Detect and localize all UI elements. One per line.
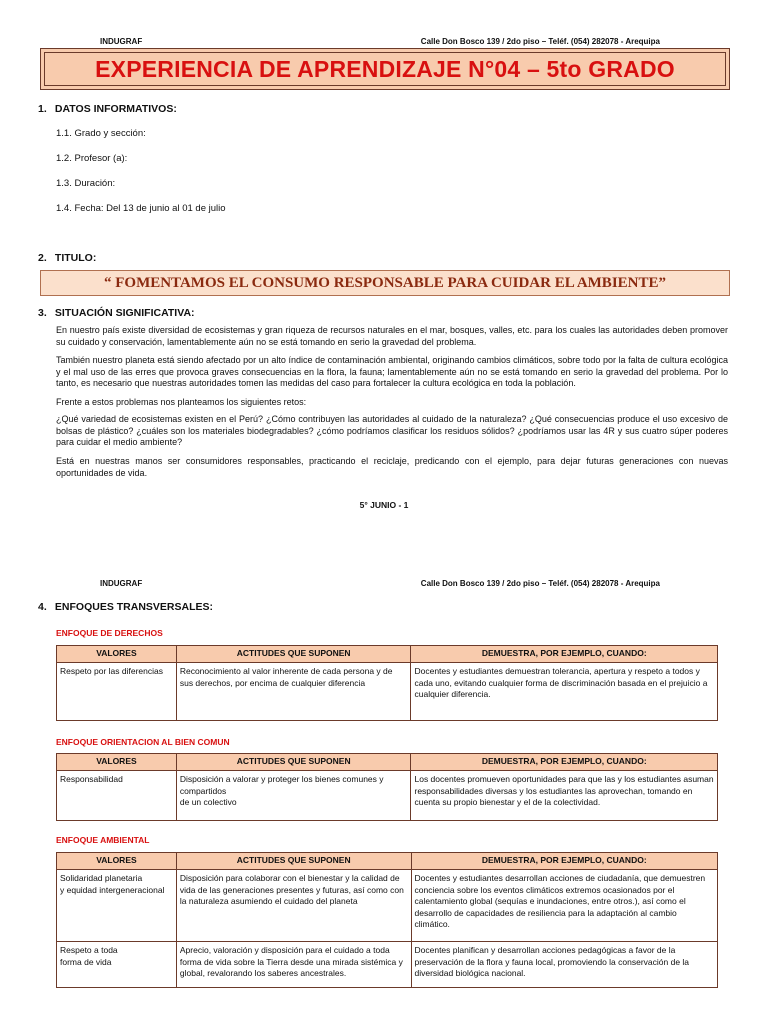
enfoque-ambiental-title: ENFOQUE AMBIENTAL <box>56 835 150 845</box>
situacion-paragraph-4: ¿Qué variedad de ecosistemas existen en el Perú? ¿Cómo contribuyen las autoridades al cuidado de la naturaleza? ¿Qué consecuencias produce el uso excesivo de bolsas de plástico? ¿cuáles son los materiales biodegradables? ¿cómo podríamos clasificar los residuos sólidos? ¿podríamos usar las 4R y sus cuatro súper poderes para cuidar el medio ambiente? <box>56 414 728 448</box>
header-company: INDUGRAF <box>100 37 143 46</box>
enfoque-bien-comun-table <box>56 753 718 821</box>
section-number: 1. <box>38 103 47 115</box>
section-title: ENFOQUES TRANSVERSALES: <box>54 601 214 613</box>
column-header: ACTITUDES QUE SUPONEN <box>176 853 411 870</box>
table-row <box>57 942 718 988</box>
cell-ejemplo: Docentes y estudiantes demuestran tolerancia, apertura y respeto a todos y cada uno, evitando cualquier forma de discriminación basada en el prejuicio a cualquier diferencia. <box>411 663 718 721</box>
title-box <box>40 48 730 90</box>
situacion-paragraph-2: También nuestro planeta está siendo afectado por un alto índice de contaminación ambiental, originando cambios climáticos, sobre todo por la falta de cultura ecológica y el mal uso de las erres que provoca graves consecuencias en la flora, la fauna; lamentablemente aún no se está tomando en serio la gravedad del problema. Por lo tanto, es necesario que nuestras autoridades tomen las medidas del caso para fortalecer la cultura ecológica en toda la población. <box>56 355 728 389</box>
section-number: 2. <box>38 252 47 264</box>
cell-ejemplo: Los docentes promueven oportunidades para que las y los estudiantes asuman responsabilidades diversas y los estudiantes las aprovechan, tomando en cuenta su propio bienestar y el de la colectividad. <box>411 771 718 821</box>
situacion-paragraph-1: En nuestro país existe diversidad de ecosistemas y gran riqueza de recursos naturales en el mar, bosques, valles, etc. para los cuales las autoridades deben promover su cuidado y conservación, lamentablemente aún no se está tomando en serio la gravedad del problema. <box>56 325 728 347</box>
column-header: VALORES <box>57 853 177 870</box>
table-header-row <box>57 754 718 771</box>
datos-item-grado: 1.1. Grado y sección: <box>56 128 146 139</box>
section-datos-heading <box>38 103 177 115</box>
titulo-box <box>40 270 730 296</box>
section-enfoques-heading <box>38 601 213 613</box>
section-title: DATOS INFORMATIVOS: <box>54 103 177 115</box>
column-header: DEMUESTRA, POR EJEMPLO, CUANDO: <box>411 646 718 663</box>
cell-ejemplo: Docentes planifican y desarrollan acciones pedagógicas a favor de la preservación de la flora y fauna local, promoviendo la conservación de la diversidad biológica nacional. <box>411 942 718 988</box>
cell-valor: Respeto por las diferencias <box>57 663 177 721</box>
section-title: SITUACIÓN SIGNIFICATIVA: <box>54 307 195 319</box>
column-header: DEMUESTRA, POR EJEMPLO, CUANDO: <box>411 754 718 771</box>
cell-valor: Solidaridad planetaria y equidad intergeneracional <box>57 870 177 942</box>
cell-valor: Respeto a toda forma de vida <box>57 942 177 988</box>
column-header: ACTITUDES QUE SUPONEN <box>176 646 411 663</box>
header-company: INDUGRAF <box>100 579 143 588</box>
page-header <box>100 579 660 588</box>
header-address: Calle Don Bosco 139 / 2do piso – Teléf. (054) 282078 - Arequipa <box>420 579 660 588</box>
cell-actitud: Reconocimiento al valor inherente de cada persona y de sus derechos, por encima de cualquier diferencia <box>176 663 411 721</box>
datos-item-profesor: 1.2. Profesor (a): <box>56 153 128 164</box>
enfoque-derechos-table <box>56 645 718 721</box>
datos-item-fecha: 1.4. Fecha: Del 13 de junio al 01 de julio <box>56 203 226 214</box>
section-titulo-heading <box>38 252 96 264</box>
section-number: 4. <box>38 601 47 613</box>
situacion-paragraph-5: Está en nuestras manos ser consumidores responsables, practicando el reciclaje, predicando con el ejemplo, para dejar futuras generaciones con nuevas oportunidades de vida. <box>56 456 728 478</box>
page-footer: 5° JUNIO - 1 <box>359 500 409 510</box>
enfoque-ambiental-table <box>56 852 718 988</box>
table-header-row <box>57 853 718 870</box>
table-row <box>57 870 718 942</box>
section-number: 3. <box>38 307 47 319</box>
column-header: DEMUESTRA, POR EJEMPLO, CUANDO: <box>411 853 718 870</box>
cell-actitud: Disposición para colaborar con el bienestar y la calidad de vida de las generaciones presentes y futuras, así como con la naturaleza asumiendo el cuidado del planeta <box>176 870 411 942</box>
situacion-paragraph-3: Frente a estos problemas nos planteamos los siguientes retos: <box>56 397 307 407</box>
cell-actitud: Aprecio, valoración y disposición para el cuidado a toda forma de vida sobre la Tierra desde una mirada sistémica y global, revalorando los saberes ancestrales. <box>176 942 411 988</box>
column-header: VALORES <box>57 754 177 771</box>
table-row <box>57 771 718 821</box>
header-address: Calle Don Bosco 139 / 2do piso – Teléf. (054) 282078 - Arequipa <box>420 37 660 46</box>
table-header-row <box>57 646 718 663</box>
page-title: EXPERIENCIA DE APRENDIZAJE N°04 – 5to GRADO <box>95 55 675 82</box>
section-title: TITULO: <box>54 252 97 264</box>
table-row <box>57 663 718 721</box>
cell-valor: Responsabilidad <box>57 771 177 821</box>
page-header <box>100 37 660 46</box>
datos-item-duracion: 1.3. Duración: <box>56 178 116 189</box>
enfoque-derechos-title: ENFOQUE DE DERECHOS <box>56 628 163 638</box>
column-header: ACTITUDES QUE SUPONEN <box>176 754 411 771</box>
title-inner <box>44 52 726 86</box>
titulo-text: “ FOMENTAMOS EL CONSUMO RESPONSABLE PARA CUIDAR EL AMBIENTE” <box>103 274 667 291</box>
cell-ejemplo: Docentes y estudiantes desarrollan acciones de ciudadanía, que demuestren conciencia sobre los eventos climáticos extremos ocasionados por el calentamiento global (sequías e inundaciones, entre otros.), así como el desarrollo de capacidades de resiliencia para la adaptación al cambio climático. <box>411 870 718 942</box>
section-situacion-heading <box>38 307 195 319</box>
cell-actitud: Disposición a valorar y proteger los bienes comunes y compartidos de un colectivo <box>176 771 411 821</box>
enfoque-bien-comun-title: ENFOQUE ORIENTACION AL BIEN COMUN <box>56 737 230 747</box>
column-header: VALORES <box>57 646 177 663</box>
